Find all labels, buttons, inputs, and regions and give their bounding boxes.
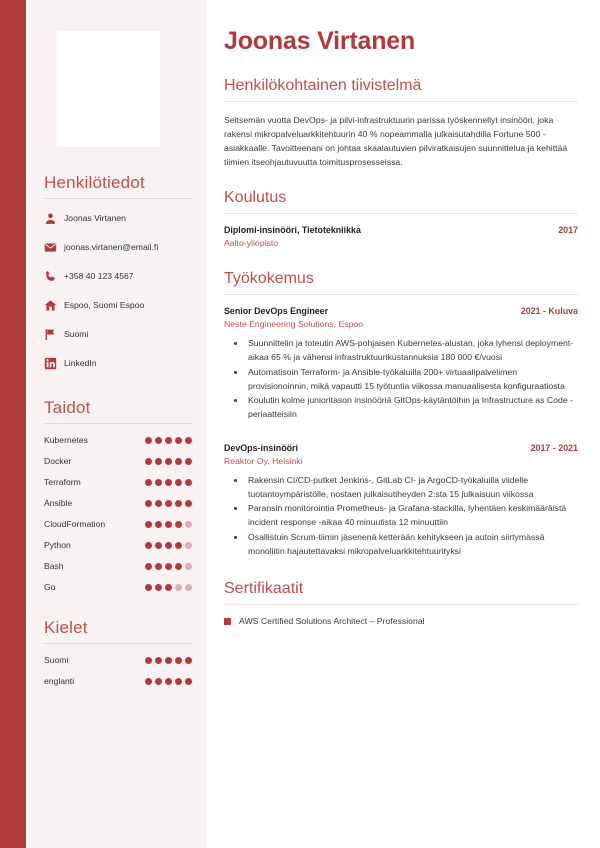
education-list bbox=[224, 225, 578, 248]
skill-row bbox=[44, 540, 192, 550]
rating-dot bbox=[185, 542, 192, 549]
entry-header bbox=[224, 225, 578, 235]
job-bullet: • Koulutin kolme junioritason insinööriä GitOps-käytäntöihin ja Infrastructure as Code -periaatteisiin bbox=[246, 394, 578, 422]
job-bullet: • Osallistuin Scrum-tiimin jäsenenä ketterään kehitykseen ja autoin siirtymässä monoliitin hajautettavaksi mikropalveluarkkitehtuurityksi bbox=[246, 531, 578, 559]
rating-dot bbox=[145, 678, 152, 685]
rating-dot bbox=[175, 563, 182, 570]
job-date: 2021 - Kuluva bbox=[520, 306, 578, 317]
rating-dot bbox=[165, 678, 172, 685]
rating-dot bbox=[155, 479, 162, 486]
rating-dot bbox=[155, 678, 162, 685]
rating-dot bbox=[185, 563, 192, 570]
flag-icon bbox=[44, 328, 64, 341]
language-name: englanti bbox=[44, 676, 75, 686]
rating-dots bbox=[145, 437, 192, 444]
divider bbox=[224, 604, 578, 605]
divider bbox=[44, 198, 192, 199]
rating-dot bbox=[165, 479, 172, 486]
contact-value: +358 40 123 4567 bbox=[64, 271, 134, 282]
job-title: Senior DevOps Engineer bbox=[224, 306, 329, 317]
rating-dots bbox=[145, 500, 192, 507]
rating-dot bbox=[185, 500, 192, 507]
certifications-list bbox=[224, 616, 578, 627]
contact-value: Suomi bbox=[64, 329, 89, 340]
skill-name: Python bbox=[44, 540, 71, 550]
rating-dot bbox=[155, 563, 162, 570]
rating-dot bbox=[145, 458, 152, 465]
rating-dot bbox=[185, 657, 192, 664]
skills-list bbox=[44, 435, 192, 592]
contact-row[interactable] bbox=[44, 355, 192, 372]
contact-list bbox=[44, 210, 192, 372]
rating-dot bbox=[155, 542, 162, 549]
company-name: Neste Engineering Solutions, Espoo bbox=[224, 319, 364, 330]
divider bbox=[224, 213, 578, 214]
skill-row bbox=[44, 456, 192, 466]
languages-title: Kielet bbox=[44, 618, 88, 637]
rating-dots bbox=[145, 678, 192, 685]
home-icon bbox=[44, 299, 64, 312]
rating-dots bbox=[145, 521, 192, 528]
rating-dot bbox=[185, 584, 192, 591]
rating-dot bbox=[155, 584, 162, 591]
skill-name: Go bbox=[44, 582, 56, 592]
language-row bbox=[44, 655, 192, 665]
rating-dot bbox=[185, 458, 192, 465]
skill-name: Bash bbox=[44, 561, 64, 571]
profile-photo-placeholder bbox=[57, 31, 160, 147]
certification-row bbox=[224, 616, 578, 627]
person-icon bbox=[44, 212, 64, 225]
language-row bbox=[44, 676, 192, 686]
rating-dots bbox=[145, 458, 192, 465]
experience-title: Työkokemus bbox=[224, 270, 314, 288]
education-date: 2017 bbox=[558, 225, 578, 236]
rating-dot bbox=[175, 437, 182, 444]
rating-dot bbox=[175, 521, 182, 528]
contact-row[interactable] bbox=[44, 268, 192, 285]
rating-dot bbox=[165, 657, 172, 664]
rating-dots bbox=[145, 584, 192, 591]
page-title: Joonas Virtanen bbox=[224, 27, 416, 55]
languages-section bbox=[44, 618, 192, 686]
rating-dot bbox=[175, 584, 182, 591]
skill-row bbox=[44, 477, 192, 487]
rating-dot bbox=[165, 437, 172, 444]
job-title: DevOps-insinööri bbox=[224, 442, 298, 453]
skill-row bbox=[44, 561, 192, 571]
skill-row bbox=[44, 582, 192, 592]
contact-row[interactable] bbox=[44, 239, 192, 256]
divider bbox=[44, 423, 192, 424]
rating-dot bbox=[175, 458, 182, 465]
rating-dot bbox=[155, 500, 162, 507]
job-bullets bbox=[246, 337, 578, 422]
education-entry bbox=[224, 225, 578, 248]
left-accent-bar bbox=[0, 0, 26, 848]
job-bullet: • Automatisoin Terraform- ja Ansible-työkaluilla 200+ virtuaalipalvelimen provisionoinnin, mikä vapautti 15 työtuntia viikossa manuaalisesta konfiguraatiosta bbox=[246, 366, 578, 394]
contact-row[interactable] bbox=[44, 326, 192, 343]
experience-section bbox=[224, 270, 578, 558]
rating-dot bbox=[185, 678, 192, 685]
rating-dot bbox=[155, 657, 162, 664]
rating-dot bbox=[165, 584, 172, 591]
rating-dot bbox=[155, 458, 162, 465]
rating-dots bbox=[145, 657, 192, 664]
skill-row bbox=[44, 498, 192, 508]
divider bbox=[224, 294, 578, 295]
contact-value: joonas.virtanen@email.fi bbox=[64, 242, 159, 253]
experience-entry bbox=[224, 306, 578, 422]
rating-dot bbox=[165, 500, 172, 507]
job-bullets bbox=[246, 474, 578, 559]
rating-dot bbox=[145, 521, 152, 528]
job-bullet: • Paransin monitorointia Prometheus- ja Grafana-stackilla, lyhentäen keskimääräistä incident response -aikaa 40 minuutista 12 minuuttiin bbox=[246, 502, 578, 530]
envelope-icon bbox=[44, 241, 64, 254]
job-bullet: • Suunnittelin ja toteutin AWS-pohjaisen Kubernetes-alustan, joka lyhensi deployment-aikaa 65 % ja vähensi infrastruktuurikustannuksia 180 000 €/vuosi bbox=[246, 337, 578, 365]
education-title: Koulutus bbox=[224, 189, 287, 207]
rating-dot bbox=[155, 521, 162, 528]
rating-dot bbox=[165, 521, 172, 528]
contact-row[interactable] bbox=[44, 297, 192, 314]
rating-dot bbox=[185, 521, 192, 528]
summary-text: Seitsemän vuotta DevOps- ja pilvi-infrastruktuurin parissa työskennellyt insinööri, joka rakensi mikropalveluarkkitehtuurin 40 % nopeammalla julkaisutahdilla Fortune 500 -asiakkaalle. Tavoitteenani on johtaa skaalautuvien pilviratkaisujen suunnittelua ja kehittää tiimien itseohjautuvuutta toimitusprosesseissa. bbox=[224, 115, 568, 168]
job-bullet: • Rakensin CI/CD-putket Jenkins-, GitLab CI- ja ArgoCD-työkaluilla viidelle tuotantoympäristölle, nostaen julkaisutiheyden 2:sta 15 julkaisuun viikossa bbox=[246, 474, 578, 502]
rating-dot bbox=[165, 563, 172, 570]
contact-row[interactable] bbox=[44, 210, 192, 227]
certifications-section bbox=[224, 580, 578, 627]
company-name: Reaktor Oy, Helsinki bbox=[224, 455, 303, 466]
rating-dot bbox=[175, 500, 182, 507]
rating-dot bbox=[145, 437, 152, 444]
rating-dot bbox=[145, 657, 152, 664]
divider bbox=[44, 643, 192, 644]
summary-section bbox=[224, 77, 578, 169]
skill-row bbox=[44, 435, 192, 445]
skill-name: CloudFormation bbox=[44, 519, 106, 529]
rating-dots bbox=[145, 563, 192, 570]
rating-dot bbox=[185, 437, 192, 444]
rating-dots bbox=[145, 479, 192, 486]
skill-row bbox=[44, 519, 192, 529]
rating-dot bbox=[155, 437, 162, 444]
language-name: Suomi bbox=[44, 655, 69, 665]
skills-section bbox=[44, 398, 192, 592]
experience-entry bbox=[224, 443, 578, 559]
skill-name: Docker bbox=[44, 456, 72, 466]
rating-dot bbox=[175, 678, 182, 685]
divider bbox=[224, 101, 578, 102]
skill-name: Terraform bbox=[44, 477, 81, 487]
rating-dot bbox=[185, 479, 192, 486]
rating-dot bbox=[165, 458, 172, 465]
skills-title: Taidot bbox=[44, 398, 91, 417]
contact-value: Joonas Virtanen bbox=[64, 213, 126, 224]
rating-dot bbox=[145, 479, 152, 486]
languages-list bbox=[44, 655, 192, 686]
entry-header bbox=[224, 443, 578, 453]
entry-header bbox=[224, 306, 578, 316]
rating-dot bbox=[145, 584, 152, 591]
rating-dot bbox=[165, 542, 172, 549]
main-content bbox=[206, 0, 600, 848]
rating-dot bbox=[175, 479, 182, 486]
rating-dot bbox=[145, 542, 152, 549]
linkedin-icon bbox=[44, 357, 64, 370]
skill-name: Ansible bbox=[44, 498, 73, 508]
job-date: 2017 - 2021 bbox=[530, 442, 578, 453]
personal-info-title: Henkilötiedot bbox=[44, 173, 145, 192]
rating-dot bbox=[175, 542, 182, 549]
education-section bbox=[224, 189, 578, 248]
rating-dot bbox=[145, 500, 152, 507]
rating-dots bbox=[145, 542, 192, 549]
certifications-title: Sertifikaatit bbox=[224, 580, 304, 598]
phone-icon bbox=[44, 270, 64, 283]
square-bullet-icon bbox=[224, 618, 231, 625]
sidebar bbox=[26, 0, 206, 848]
experience-list bbox=[224, 306, 578, 558]
personal-info-section bbox=[44, 173, 192, 372]
certification-name: AWS Certified Solutions Architect – Professional bbox=[239, 616, 425, 627]
contact-value: Espoo, Suomi Espoo bbox=[64, 300, 145, 311]
rating-dot bbox=[145, 563, 152, 570]
school-name: Aalto-yliopisto bbox=[224, 238, 279, 249]
degree-title: Diplomi-insinööri, Tietotekniikka bbox=[224, 225, 361, 236]
rating-dot bbox=[175, 657, 182, 664]
skill-name: Kubernetes bbox=[44, 435, 88, 445]
contact-value: LinkedIn bbox=[64, 358, 97, 369]
summary-title: Henkilökohtainen tiivistelmä bbox=[224, 77, 422, 94]
